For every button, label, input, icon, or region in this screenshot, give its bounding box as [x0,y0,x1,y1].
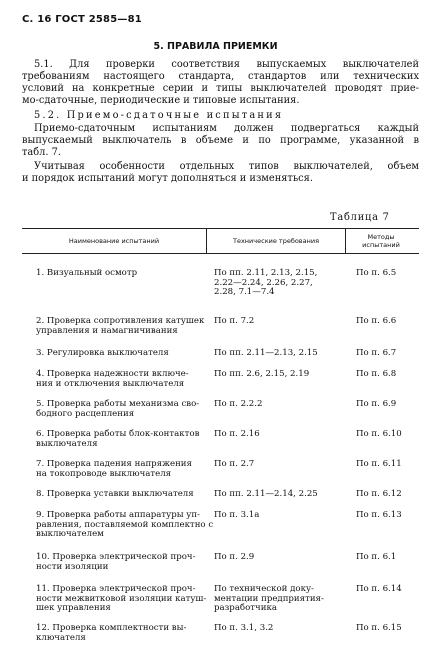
test-name-cell: 9. Проверка работы аппаратуры уп- равления, поставляемой комплектно с выключателем [36,510,214,540]
test-name-cell: 3. Регулировка выключателя [36,348,169,358]
test-name-cell: 2. Проверка сопротивления катушек управления и намагничивания [36,316,205,336]
test-name-cell: 10. Проверка электрической проч- ности изоляции [36,552,196,572]
test-name-cell: 12. Проверка комплектности вы- ключателя [36,623,187,643]
method-cell: По п. 6.9 [356,399,397,409]
method-cell: По п. 6.5 [356,268,397,278]
paragraph-5-3: Учитывая особенности отдельных типов выключателей, объем и порядок испытаний могут дополняться и изменяться. [22,161,419,184]
table-caption: Таблица 7 [330,212,390,223]
header-methods: Методы испытаний [362,232,400,249]
header-divider-2 [345,228,346,253]
method-cell: По п. 6.13 [356,510,402,520]
method-cell: По п. 6.11 [356,459,402,469]
method-cell: По п. 6.14 [356,584,402,594]
test-name-cell: 8. Проверка уставки выключателя [36,489,194,499]
method-cell: По п. 6.15 [356,623,402,633]
requirement-cell: По п. 2.7 [214,459,255,469]
requirement-cell: По пп. 2.6, 2.15, 2.19 [214,369,310,379]
method-cell: По п. 6.10 [356,429,402,439]
test-name-cell: 6. Проверка работы блок-контактов выключателя [36,429,200,449]
requirement-cell: По технической доку- ментации предприятия- разработчика [214,584,324,614]
requirement-cell: По п. 3.1, 3.2 [214,623,274,633]
method-cell: По п. 6.8 [356,369,397,379]
requirement-cell: По п. 2.9 [214,552,255,562]
paragraph-5-2-heading: 5.2. Приемо-сдаточные испытания [34,110,284,121]
paragraph-5-1: 5.1. Для проверки соответствия выпускаемых выключателей требованиям настоящего стандарта, стандартов или технических условий на конкретные серии и типы выключателей проводят прие- мо-сдаточные, периодические и типовые испытания. [22,59,419,106]
table-header-rule [22,253,419,254]
tests-table [22,228,419,614]
requirement-cell: По п. 3.1а [214,510,260,520]
requirement-cell: По п. 2.2.2 [214,399,263,409]
requirement-cell: По пп. 2.11—2.13, 2.15 [214,348,318,358]
test-name-cell: 4. Проверка надежности включе- ния и отключения выключателя [36,369,189,389]
header-requirements: Технические требования [232,236,319,245]
test-name-cell: 5. Проверка работы механизма сво- бодного расцепления [36,399,200,419]
test-name-cell: 1. Визуальный осмотр [36,268,138,278]
method-cell: По п. 6.6 [356,316,397,326]
requirement-cell: По пп. 2.11, 2.13, 2.15, 2.22—2.24, 2.26, 2.27, 2.28, 7.1—7.4 [214,268,318,298]
method-cell: По п. 6.12 [356,489,402,499]
test-name-cell: 7. Проверка падения напряжения на токопроводе выключателя [36,459,192,479]
method-cell: По п. 6.7 [356,348,397,358]
header-test-name: Наименование испытаний [68,236,160,245]
page-header: С. 16 ГОСТ 2585—81 [22,14,142,25]
requirement-cell: По п. 7.2 [214,316,255,326]
method-cell: По п. 6.1 [356,552,397,562]
test-name-cell: 11. Проверка электрической проч- ности межвитковой изоляции катуш- шек управления [36,584,207,614]
requirement-cell: По п. 2.16 [214,429,260,439]
section-title: 5. ПРАВИЛА ПРИЕМКИ [153,41,278,52]
paragraph-5-2-body: Приемо-сдаточным испытаниям должен подвергаться каждый выпускаемый выключатель в объеме и по программе, указанной в табл. 7. [22,123,419,158]
requirement-cell: По пп. 2.11—2.14, 2.25 [214,489,318,499]
